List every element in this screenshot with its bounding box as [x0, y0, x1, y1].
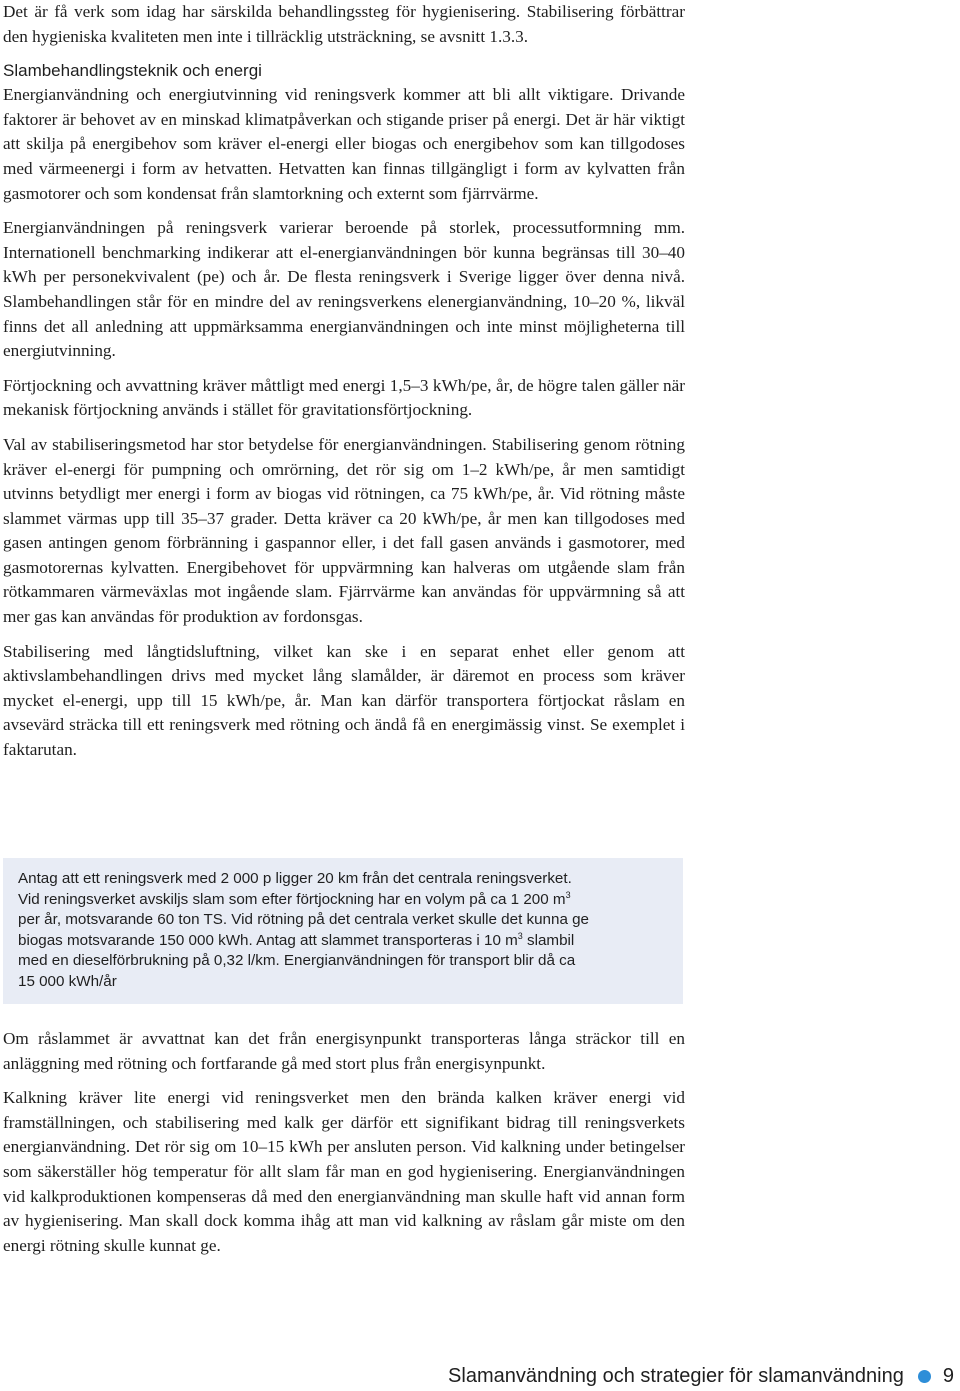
- section-intro-paragraph: Energianvändning och energiutvinning vid reningsverk kommer att bli allt viktigare. Drivande faktorer är behovet av en minskad klimatpåverkan och stigande priser på energi. Det är här viktigt att skilja på energibehov som kräver el-energi eller biogas och energibehov som kan tillgodoses med värmeenergi i form av hetvatten. Hetvatten kan finnas tillgängligt i form av kylvatten från gasmotorer och som kondensat från slamtorkning och externt som fjärrvärme.: [3, 85, 685, 203]
- fact-box: [3, 858, 683, 1004]
- main-text-column: [3, 0, 685, 763]
- fact-line: Vid reningsverket avskiljs slam som efter förtjockning har en volym på ca 1 200 $m^3$: [18, 889, 571, 908]
- footer-title: Slamanvändning och strategier för slamanvändning: [448, 1364, 904, 1387]
- intro-paragraph: Det är få verk som idag har särskilda behandlingssteg för hygienisering. Stabilisering förbättrar den hygieniska kvaliteten men inte i tillräcklig utsträckning, se avsnitt 1.3.3.: [3, 2, 685, 46]
- paragraph-energy-usage: Energianvändningen på reningsverk varierar beroende på storlek, processutformning mm. Internationell benchmarking indikerar att el-energianvändningen bör kunna begränsas till 30–40 kWh per personekvivalent (pe) och år. De flesta reningsverk i Sverige ligger över denna nivå. Slambehandlingen står för en mindre del av reningsverkens elenergianvändning, 10–20 %, likväl finns det all anledning att uppmärksamma energianvändningen och inte minst möjligheterna till energiutvinning.: [3, 218, 685, 361]
- page-footer: [448, 1361, 954, 1391]
- paragraph-liming: Kalkning kräver lite energi vid reningsverket men den brända kalken kräver energi vid framställningen, och stabilisering med kalk ger därför ett signifikant bidrag till reningsverkets energianvändning. Det rör sig om 10–15 kWh per ansluten person. Vid kalkning under betingelser som säkerställer hög temperatur för allt slam får man en god hygienisering. Energianvändningen vid kalkproduktionen kompenseras då med den energianvändning man skulle haft vid annan form av hygienisering. Man skall dock komma ihåg att man vid kalkning av råslam går miste om den energi rötning skulle kunnat ge.: [3, 1088, 685, 1255]
- fact-line: Antag att ett reningsverk med 2 000 p ligger 20 km från det centrala reningsverket.: [18, 870, 572, 887]
- fact-line: 15 000 kWh/år: [18, 972, 117, 990]
- superscript-3: 3: [517, 930, 523, 941]
- bottom-text-column: [3, 1027, 685, 1258]
- paragraph-raw-sludge: Om råslammet är avvattnat kan det från energisynpunkt transporteras långa sträckor till en anläggning med rötning och fortfarande gå med stort plus från energisynpunkt.: [3, 1029, 685, 1073]
- fact-line: med en dieselförbrukning på 0,32 l/km. Energianvändningen för transport blir då ca: [18, 952, 576, 970]
- section-heading: Slambehandlingsteknik och energi: [3, 61, 262, 81]
- paragraph-stabilization: Val av stabiliseringsmetod har stor betydelse för energianvändningen. Stabilisering genom rötning kräver el-energi för pumpning och omrörning, det rör sig om 1–2 kWh/pe, år men samtidigt utvinns betydligt mer energi i form av biogas vid rötningen, ca 75 kWh/pe, år. Vid rötning måste slammet värmas upp till 35–37 grader. Detta kräver ca 20 kWh/pe, år men kan tillgodoses med gasen antingen genom förbränning i gaspannor eller, i det fall gasen används i gasmotorer, med gasmotorernas kylvatten. Energibehovet för uppvärmning kan halveras om utgående slam från rötkammaren värmeväxlas mot ingående slam. Fjärrvärme kan användas för uppvärmning så att mer gas kan användas för produktion av fordonsgas.: [3, 434, 685, 627]
- superscript-3: 3: [565, 889, 571, 900]
- paragraph-aeration: Stabilisering med långtidsluftning, vilket kan ske i en separat enhet eller genom att aktivslambehandlingen drivs med mycket lång slamålder, är däremot en process som kräver mycket el-energi, upp till 15 kWh/pe, år. Man kan därför transportera förtjockat råslam en avsevärd sträcka till ett reningsverk med rötning och ändå få en energimässig vinst. Se exemplet i faktarutan.: [3, 641, 685, 760]
- fact-line: biogas motsvarande 150 000 kWh. Antag att slammet transporteras i 10 $m^3$ slambil: [18, 930, 575, 949]
- fact-line: per år, motsvarande 60 ton TS. Vid rötning på det centrala verket skulle det kunna ge: [18, 911, 590, 929]
- fact-box-text: [18, 869, 673, 993]
- bullet-dot-icon: [918, 1370, 931, 1383]
- page-number: 9: [942, 1364, 954, 1387]
- paragraph-thickening: Förtjockning och avvattning kräver måttligt med energi 1,5–3 kWh/pe, år, de högre talen gäller när mekanisk förtjockning används i stället för gravitationsförtjockning.: [3, 375, 685, 420]
